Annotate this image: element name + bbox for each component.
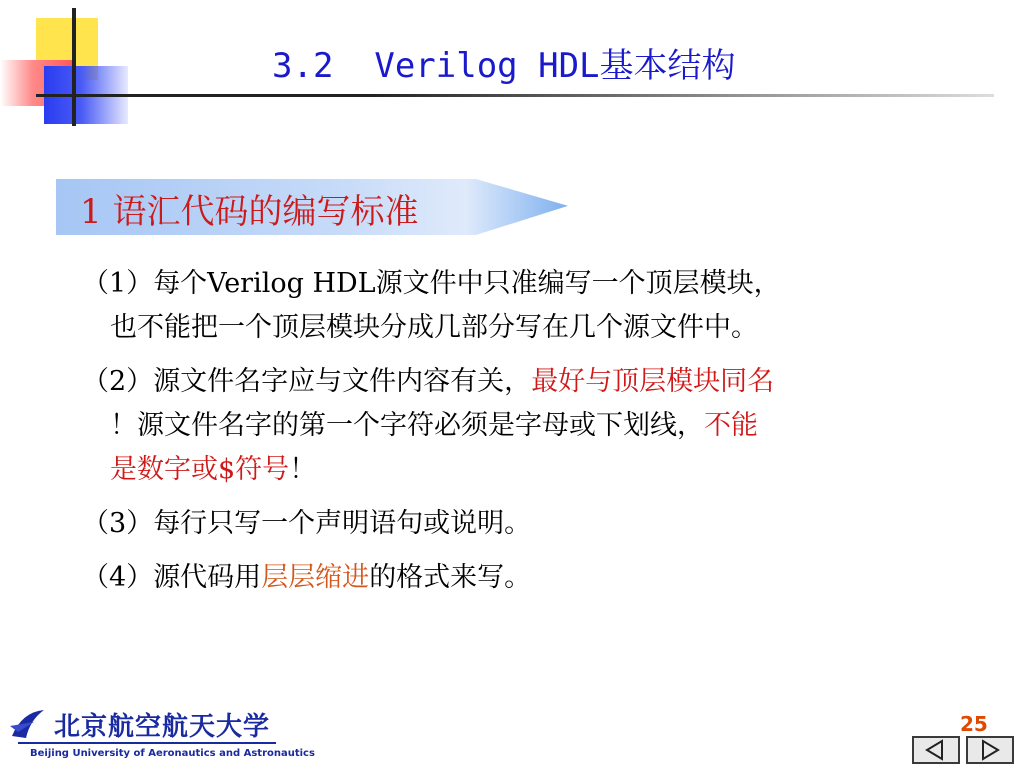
- item-text: 源文件名字应与文件内容有关，: [153, 366, 532, 397]
- item-highlight: 层层缩进: [261, 562, 370, 593]
- item-number: （1）: [82, 268, 154, 299]
- list-item-4: [82, 556, 531, 600]
- item-text-continued: 也不能把一个顶层模块分成几部分写在几个源文件中。: [110, 312, 758, 343]
- item-text: 的格式来写。: [369, 562, 532, 593]
- triangle-right-icon: [968, 738, 1012, 762]
- next-slide-button[interactable]: [966, 736, 1014, 764]
- logo-underline: [18, 742, 276, 744]
- university-name-en: Beijing University of Aeronautics and Astronautics: [30, 748, 315, 759]
- list-item-2: [82, 360, 774, 492]
- section-title: 1 语汇代码的编写标准: [80, 192, 419, 232]
- item-number: （2）: [82, 366, 154, 397]
- header-rule: [36, 94, 994, 97]
- university-emblem-icon: [8, 708, 48, 740]
- slide-title: 3.2 Verilog HDL基本结构: [272, 46, 736, 86]
- item-highlight: 是数字或$符号: [110, 454, 290, 485]
- triangle-left-icon: [914, 738, 958, 762]
- previous-slide-button[interactable]: [912, 736, 960, 764]
- item-text: ！源文件名字的第一个字符必须是字母或下划线，: [110, 410, 704, 441]
- item-text: 源代码用: [153, 562, 262, 593]
- corner-vertical-rule: [72, 8, 76, 126]
- item-text: 每行只写一个声明语句或说明。: [153, 508, 532, 539]
- item-text: 每个Verilog HDL源文件中只准编写一个顶层模块，: [153, 268, 781, 299]
- item-number: （4）: [82, 562, 154, 593]
- list-item-1: [82, 262, 781, 350]
- page-number: 25: [960, 712, 988, 736]
- university-name-cn: 北京航空航天大学: [54, 712, 271, 742]
- list-item-3: [82, 502, 531, 546]
- item-highlight: 不能: [704, 410, 758, 441]
- item-number: （3）: [82, 508, 154, 539]
- item-text: ！: [289, 454, 317, 485]
- item-highlight: 最好与顶层模块同名: [531, 366, 775, 397]
